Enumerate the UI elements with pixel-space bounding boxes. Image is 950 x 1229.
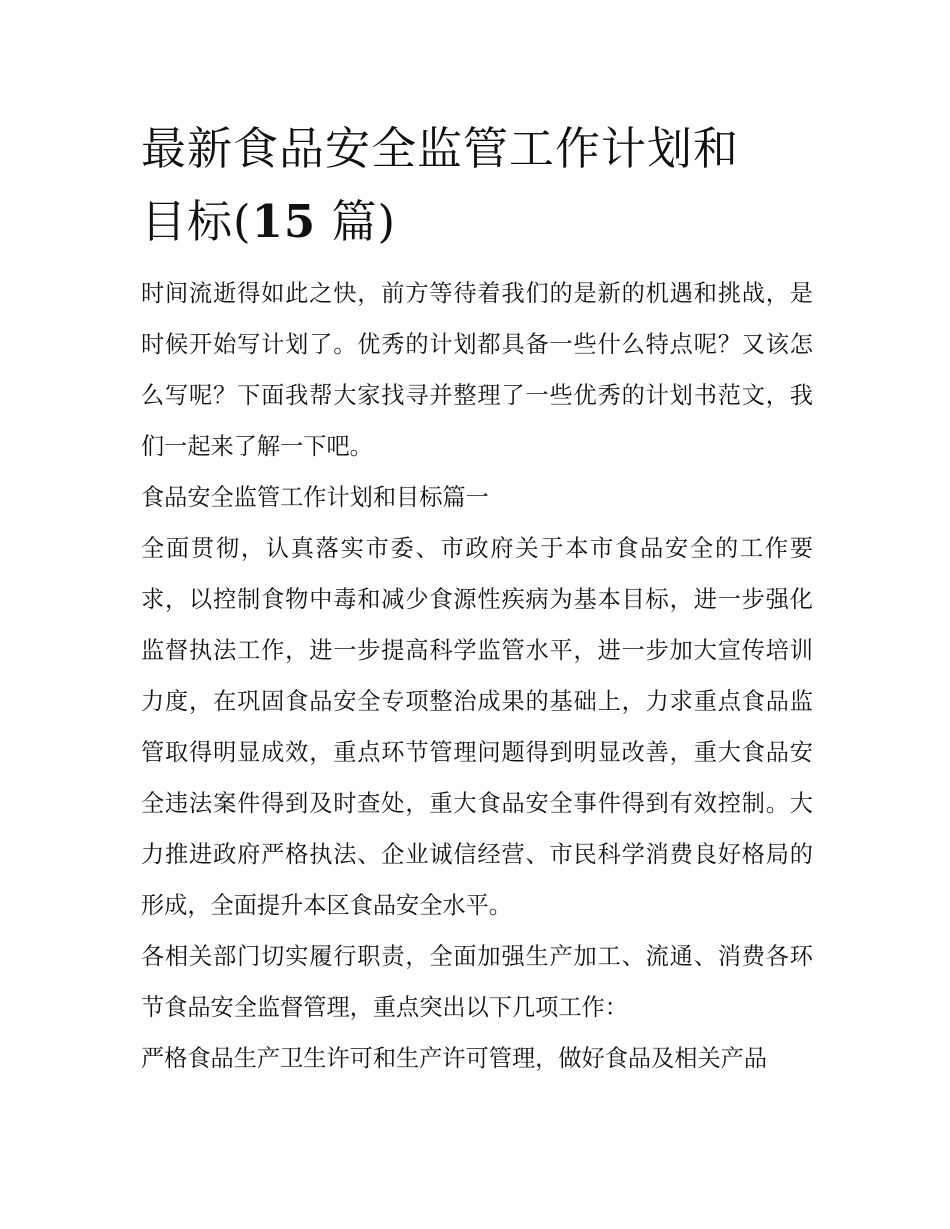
body-paragraph: 各相关部门切实履行职责，全面加强生产加工、流通、消费各环节食品安全监督管理，重点突出以下几项工作： [141, 943, 813, 1021]
section-heading: 食品安全监管工作计划和目标篇一 [141, 484, 489, 511]
title-line-2-prefix: 目标( [141, 195, 252, 248]
body-paragraph: 严格食品生产卫生许可和生产许可管理，做好食品及相关产品 [141, 1045, 768, 1072]
title-line-2-number: 15 [251, 195, 317, 248]
body-paragraph: 全面贯彻，认真落实市委、市政府关于本市食品安全的工作要求，以控制食物中毒和减少食源性疾病为基本目标，进一步强化监督执法工作，进一步提高科学监管水平，进一步加大宣传培训力度，在巩固食品安全专项整治成果的基础上，力求重点食品监管取得明显成效，重点环节管理问题得到明显改善，重大食品安全违法案件得到及时查处，重大食品安全事件得到有效控制。大力推进政府严格执法、企业诚信经营、市民科学消费良好格局的形成，全面提升本区食品安全水平。 [141, 535, 813, 919]
title-line-2-suffix: 篇) [316, 195, 397, 248]
document-title [141, 112, 813, 258]
intro-paragraph: 时间流逝得如此之快，前方等待着我们的是新的机遇和挑战，是时候开始写计划了。优秀的计划都具备一些什么特点呢？又该怎么写呢？下面我帮大家找寻并整理了一些优秀的计划书范文，我们一起来了解一下吧。 [141, 280, 813, 460]
document-content [141, 112, 813, 1084]
title-line-1: 最新食品安全监管工作计划和 [141, 122, 740, 175]
